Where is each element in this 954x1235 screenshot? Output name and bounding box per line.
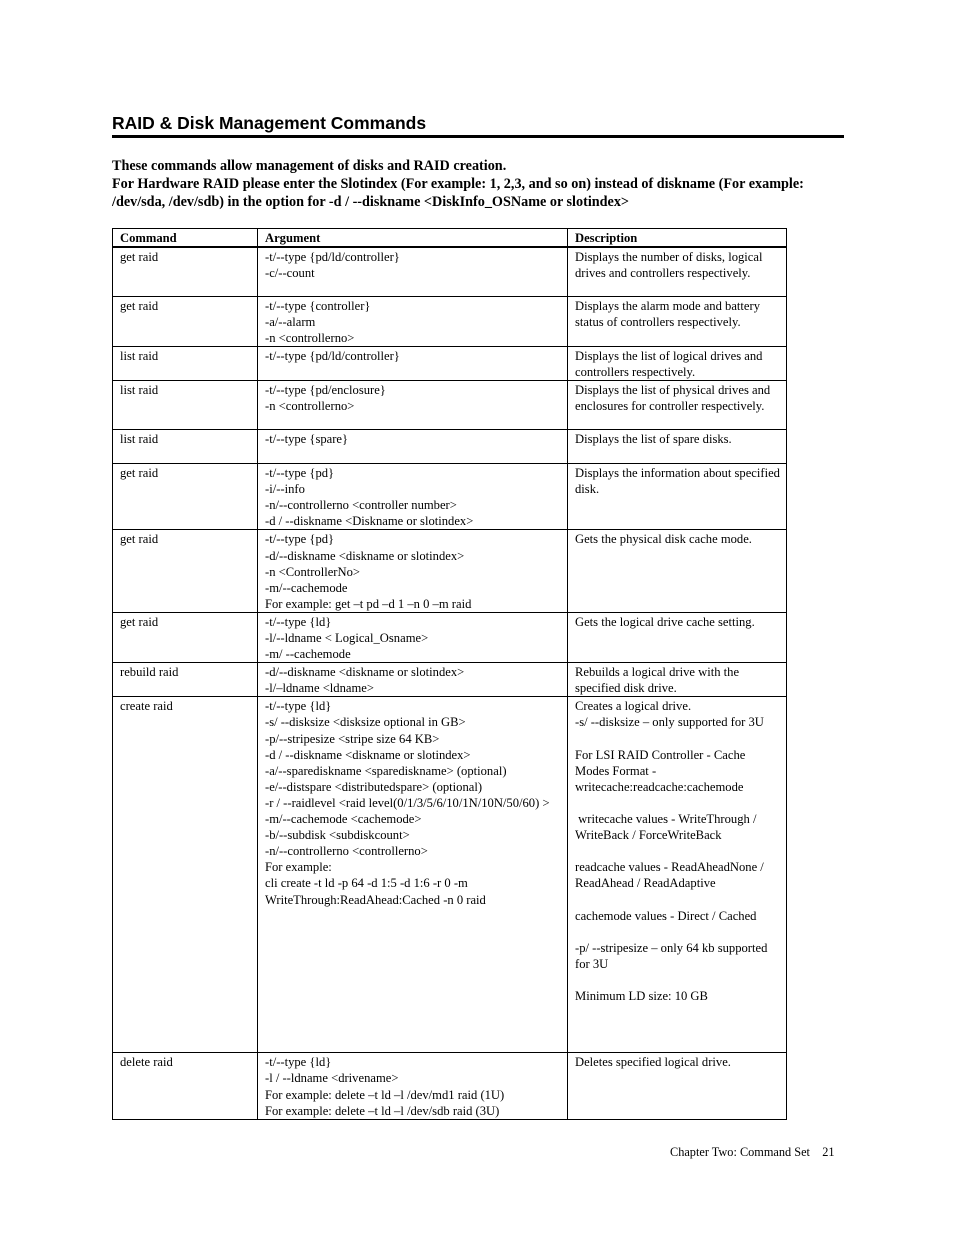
argument-line: -d/--diskname <diskname or slotindex> [265,665,465,680]
description-line [575,843,780,859]
argument-line: For example: [265,860,332,875]
cell-argument [258,346,568,380]
cell-argument [258,697,568,1053]
argument-line: For example: get –t pd –d 1 –n 0 –m raid [265,596,472,611]
argument-line: -l / --ldname <drivename> [265,1071,399,1086]
argument-line: -t/--type {ld} [265,614,332,629]
argument-line: For example: delete –t ld –l /dev/md1 raid (1U) [265,1087,505,1102]
argument-line: -t/--type {pd/ld/controller} [265,348,400,363]
argument-line: -l/–ldname <ldname> [265,681,374,696]
argument-line: -a/--alarm [265,314,316,329]
cell-description [568,1053,787,1119]
description-line: readcache values - ReadAheadNone / ReadAhead / ReadAdaptive [575,860,767,891]
argument-line: -t/--type {controller} [265,298,371,313]
intro-line: These commands allow management of disks and RAID creation. [112,158,507,174]
argument-line: -i/--info [265,482,305,497]
table-row [113,697,787,1053]
argument-line: -p/--stripesize <stripe size 64 KB> [265,731,440,746]
cell-command: list raid [113,430,258,464]
cell-argument [258,530,568,612]
header-description: Description [568,229,787,248]
cell-command: get raid [113,296,258,346]
description-line: cachemode values - Direct / Cached [575,908,757,923]
table-row [113,464,787,530]
cell-description [568,346,787,380]
cell-description [568,247,787,296]
description-line: Creates a logical drive. [575,699,692,714]
cell-command: get raid [113,530,258,612]
footer-chapter: Chapter Two: Command Set [670,1145,810,1159]
argument-line: -n/--controllerno <controllerno> [265,844,428,859]
cell-description [568,612,787,662]
description-line: Gets the physical disk cache mode. [575,532,752,547]
argument-line: -r / --raidlevel <raid level(0/1/3/5/6/10/1N/10N/50/60) > [265,795,550,810]
argument-line: For example: delete –t ld –l /dev/sdb raid (3U) [265,1103,500,1118]
argument-line: -s/ --disksize <disksize optional in GB> [265,715,466,730]
table-row [113,381,787,430]
argument-line: -t/--type {pd} [265,532,335,547]
argument-line: -c/--count [265,266,315,281]
description-line: Displays the list of spare disks. [575,432,732,447]
argument-line: -n <controllerno> [265,330,355,345]
argument-line: -b/--subdisk <subdiskcount> [265,828,410,843]
argument-line: -m/ --cachemode [265,647,351,662]
argument-line: -n <ControllerNo> [265,564,361,579]
argument-line: cli create -t ld -p 64 -d 1:5 -d 1:6 -r 0 -m WriteThrough:ReadAhead:Cached -n 0 raid [265,876,486,907]
table-row [113,612,787,662]
description-line: Minimum LD size: 10 GB [575,989,708,1004]
cell-argument [258,1053,568,1119]
description-line: Displays the information about specified disk. [575,466,784,497]
description-line: For LSI RAID Controller - Cache Modes Format - writecache:readcache:cachemode [575,747,749,794]
argument-line: -t/--type {pd/enclosure} [265,383,386,398]
cell-argument [258,296,568,346]
argument-line: -m/--cachemode <cachemode> [265,812,422,827]
cell-description [568,697,787,1053]
cell-description [568,296,787,346]
cell-argument [258,663,568,697]
description-line [575,731,780,747]
argument-line: -t/--type {ld} [265,699,332,714]
heading-rule [112,135,844,138]
cell-command: get raid [113,612,258,662]
argument-line: -l/--ldname < Logical_Osname> [265,631,429,645]
cell-command: list raid [113,381,258,430]
argument-line: -e/--distspare <distributedspare> (optional) [265,779,483,794]
description-line: Displays the list of physical drives and enclosures for controller respectively. [575,383,774,414]
footer-page-number: 21 [822,1145,835,1159]
argument-line: -d/--diskname <diskname or slotindex> [265,548,465,563]
cell-argument [258,247,568,296]
table-row [113,1053,787,1119]
description-line: Displays the number of disks, logical drives and controllers respectively. [575,250,766,281]
cell-command: get raid [113,247,258,296]
argument-line: -t/--type {pd} [265,466,335,481]
section-heading: RAID & Disk Management Commands [112,113,427,133]
table-row [113,663,787,697]
cell-command: list raid [113,346,258,380]
cell-description [568,430,787,464]
cell-description [568,464,787,530]
argument-line: -d / --diskname <Diskname or slotindex> [265,514,474,529]
description-line: Deletes specified logical drive. [575,1055,731,1070]
cell-description [568,530,787,612]
cell-command: delete raid [113,1053,258,1119]
cell-description [568,381,787,430]
description-line [575,795,780,811]
table-row [113,530,787,612]
description-line: -p/ --stripesize – only 64 kb supported for 3U [575,940,771,971]
argument-line: -a/--sparediskname <sparediskname> (optional) [265,763,507,778]
page-footer [670,1145,835,1160]
table-row [113,346,787,380]
table-header-row [113,229,787,248]
cell-argument [258,430,568,464]
cell-argument [258,464,568,530]
argument-line: -t/--type {pd/ld/controller} [265,250,400,265]
description-line: Gets the logical drive cache setting. [575,614,755,629]
cell-argument [258,381,568,430]
argument-line: -n/--controllerno <controller number> [265,498,457,513]
table-row [113,296,787,346]
cell-argument [258,612,568,662]
table-row [113,247,787,296]
header-command: Command [113,229,258,248]
description-line: Rebuilds a logical drive with the specified disk drive. [575,665,743,696]
argument-line: -n <controllerno> [265,399,355,414]
header-argument: Argument [258,229,568,248]
cell-description [568,663,787,697]
cell-command: get raid [113,464,258,530]
description-line: Displays the list of logical drives and controllers respectively. [575,348,766,379]
description-line: -s/ --disksize – only supported for 3U [575,715,764,730]
table-body [113,247,787,1119]
intro-text [112,157,832,211]
description-line: writecache values - WriteThrough / WriteBack / ForceWriteBack [575,812,760,843]
argument-line: -d / --diskname <diskname or slotindex> [265,747,471,762]
command-table [112,228,787,1120]
argument-line: -m/--cachemode [265,580,348,595]
argument-line: -t/--type {ld} [265,1055,332,1070]
description-line [575,924,780,940]
intro-line: For Hardware RAID please enter the Slotindex (For example: 1, 2,3, and so on) instead of diskname (For example: /dev/sda, /dev/sdb) in the option for -d / --diskname <DiskInfo_OSName or slotindex> [112,176,804,210]
description-line [575,892,780,908]
description-line [575,972,780,988]
argument-line: -t/--type {spare} [265,432,349,447]
cell-command: create raid [113,697,258,1053]
cell-command: rebuild raid [113,663,258,697]
table-row [113,430,787,464]
description-line: Displays the alarm mode and battery status of controllers respectively. [575,298,764,329]
